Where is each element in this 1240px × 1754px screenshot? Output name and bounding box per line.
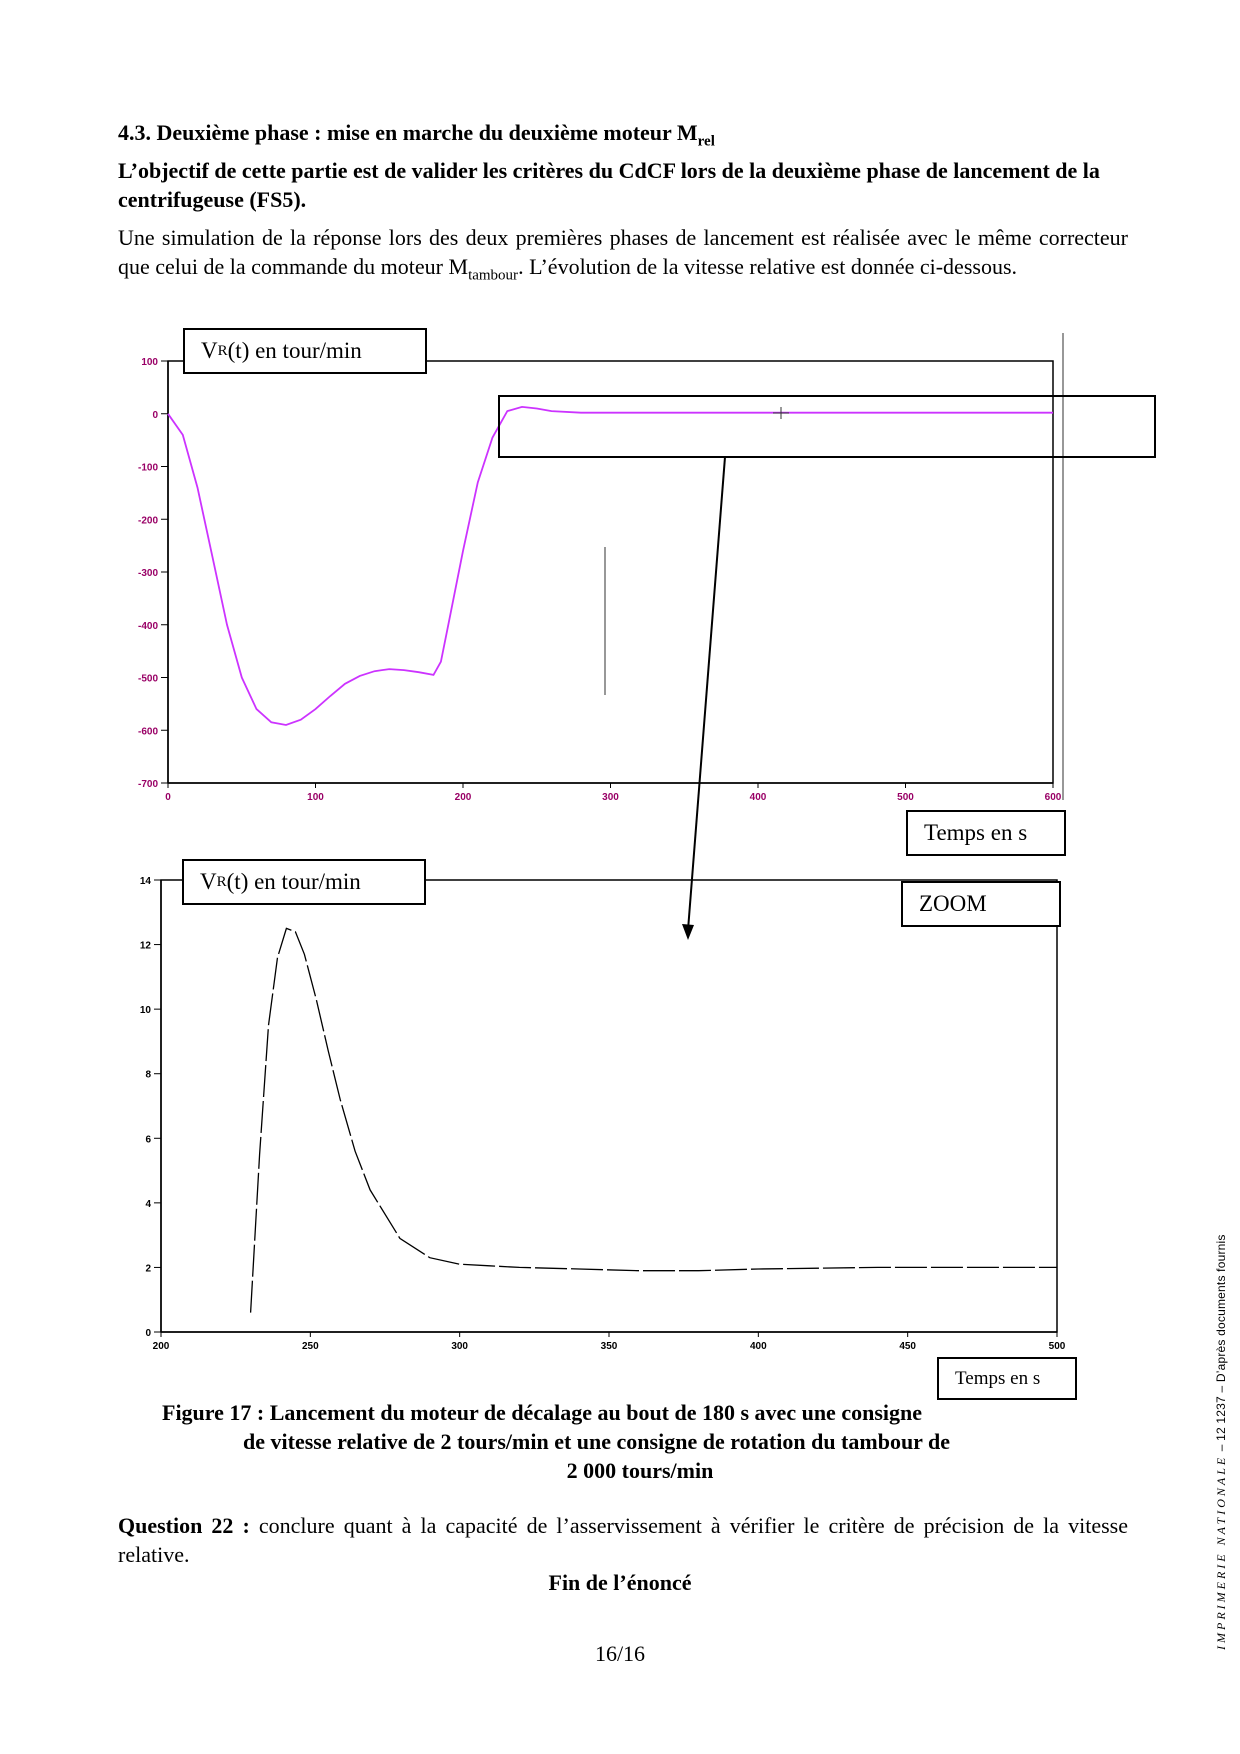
zoom-arrow <box>688 457 725 930</box>
top-y-tick-label: -400 <box>137 620 158 632</box>
figure-caption <box>130 1398 1130 1485</box>
top-x-tick-label: 100 <box>307 792 324 803</box>
bottom-x-tick-label: 400 <box>749 1341 767 1352</box>
top-x-tick-label: 200 <box>454 792 472 803</box>
intro-text-b: . L’évolution de la vitesse relative est donnée ci-dessous. <box>518 254 1018 279</box>
heading-title-subscript: rel <box>697 133 715 150</box>
bottom-x-tick-label: 200 <box>152 1341 170 1352</box>
bottom-time-label-box <box>937 1357 1077 1400</box>
zoom-label: ZOOM <box>919 891 987 916</box>
bottom-x-tick-label: 500 <box>1048 1341 1066 1352</box>
bottom-time-label: Temps en s <box>955 1367 1041 1389</box>
top-y-tick-label: -300 <box>137 568 158 579</box>
bottom-x-tick-label: 450 <box>899 1341 917 1352</box>
zoom-arrow-head <box>682 924 694 940</box>
bottom-y-tick-label: 12 <box>139 940 151 952</box>
caption-line-2: de vitesse relative de 2 tours/min et une consigne de rotation du tambour de <box>243 1429 951 1454</box>
question-text: conclure quant à la capacité de l’asservissement à vérifier le critère de précision de la vitesse relative. <box>118 1513 1128 1567</box>
ylabel-v: V <box>201 338 218 363</box>
top-time-label-box <box>906 810 1066 856</box>
bottom-y-tick-label: 4 <box>145 1198 151 1210</box>
bottom-x-tick-label: 250 <box>301 1341 319 1352</box>
question-22 <box>118 1511 1128 1569</box>
top-y-tick-label: -500 <box>137 673 158 685</box>
bottom-ylabel-box <box>182 859 426 905</box>
top-time-label: Temps en s <box>924 820 1028 845</box>
bottom-y-tick-label: 8 <box>145 1069 151 1081</box>
ylabel-rest: (t) en tour/min <box>227 338 362 363</box>
ylabel-sub: R <box>216 873 227 890</box>
top-y-tick-label: -700 <box>137 779 158 790</box>
page-number: 16/16 <box>594 1641 646 1666</box>
top-chart-series-line <box>168 407 1053 725</box>
top-chart-axes <box>138 357 1062 803</box>
bottom-chart-frame <box>161 880 1057 1332</box>
intro-subscript: tambour <box>468 267 519 284</box>
top-y-tick-label: -600 <box>137 726 158 738</box>
top-x-tick-label: 300 <box>602 792 619 803</box>
bottom-chart-series-line <box>251 928 1057 1312</box>
bottom-x-tick-label: 300 <box>451 1341 469 1352</box>
top-x-tick-label: 500 <box>897 792 914 803</box>
top-x-tick-label: 600 <box>1044 792 1062 803</box>
caption-line-1: Figure 17 : Lancement du moteur de décalage au bout de 180 s avec une consigne <box>162 1400 922 1425</box>
question-label: Question 22 : <box>118 1513 250 1538</box>
intro-text-a: Une simulation de la réponse lors des deux premières phases de lancement est réalisée avec le même correcteur que celui de la commande du moteur M <box>118 225 1128 279</box>
zoom-label-box <box>901 881 1061 927</box>
top-y-tick-label: 100 <box>141 357 158 368</box>
ylabel-v: V <box>200 869 217 894</box>
top-x-tick-label: 0 <box>165 792 171 803</box>
top-ylabel-box <box>183 328 427 374</box>
bottom-y-tick-label: 6 <box>145 1134 151 1146</box>
bottom-x-tick-label: 350 <box>600 1341 618 1352</box>
top-x-tick-label: 400 <box>749 792 767 803</box>
top-y-tick-label: 0 <box>152 409 158 421</box>
side-note <box>1214 1234 1229 1650</box>
heading-objective: L’objectif de cette partie est de valider les critères du CdCF lors de la deuxième phase de lancement de la centrifugeuse (FS5). <box>118 158 1100 213</box>
top-y-tick-label: -100 <box>137 462 158 474</box>
bottom-y-tick-label: 14 <box>139 876 151 887</box>
bottom-y-tick-label: 10 <box>139 1005 151 1017</box>
bottom-chart-axes <box>139 873 1066 1352</box>
top-y-tick-label: -200 <box>137 515 158 527</box>
side-note-publisher: IMPRIMERIE NATIONALE <box>1214 1454 1228 1650</box>
side-note-rest: – 12 1237 – D’après documents fournis <box>1214 1234 1228 1455</box>
bottom-y-tick-label: 2 <box>145 1263 151 1275</box>
end-text: Fin de l’énoncé <box>548 1570 692 1595</box>
ylabel-sub: R <box>217 342 228 359</box>
bottom-y-tick-label: 0 <box>145 1328 151 1339</box>
heading-title: 4.3. Deuxième phase : mise en marche du deuxième moteur M <box>118 120 698 145</box>
caption-line-3: 2 000 tours/min <box>566 1458 714 1483</box>
ylabel-rest: (t) en tour/min <box>226 869 361 894</box>
zoom-region-box <box>499 396 1155 457</box>
